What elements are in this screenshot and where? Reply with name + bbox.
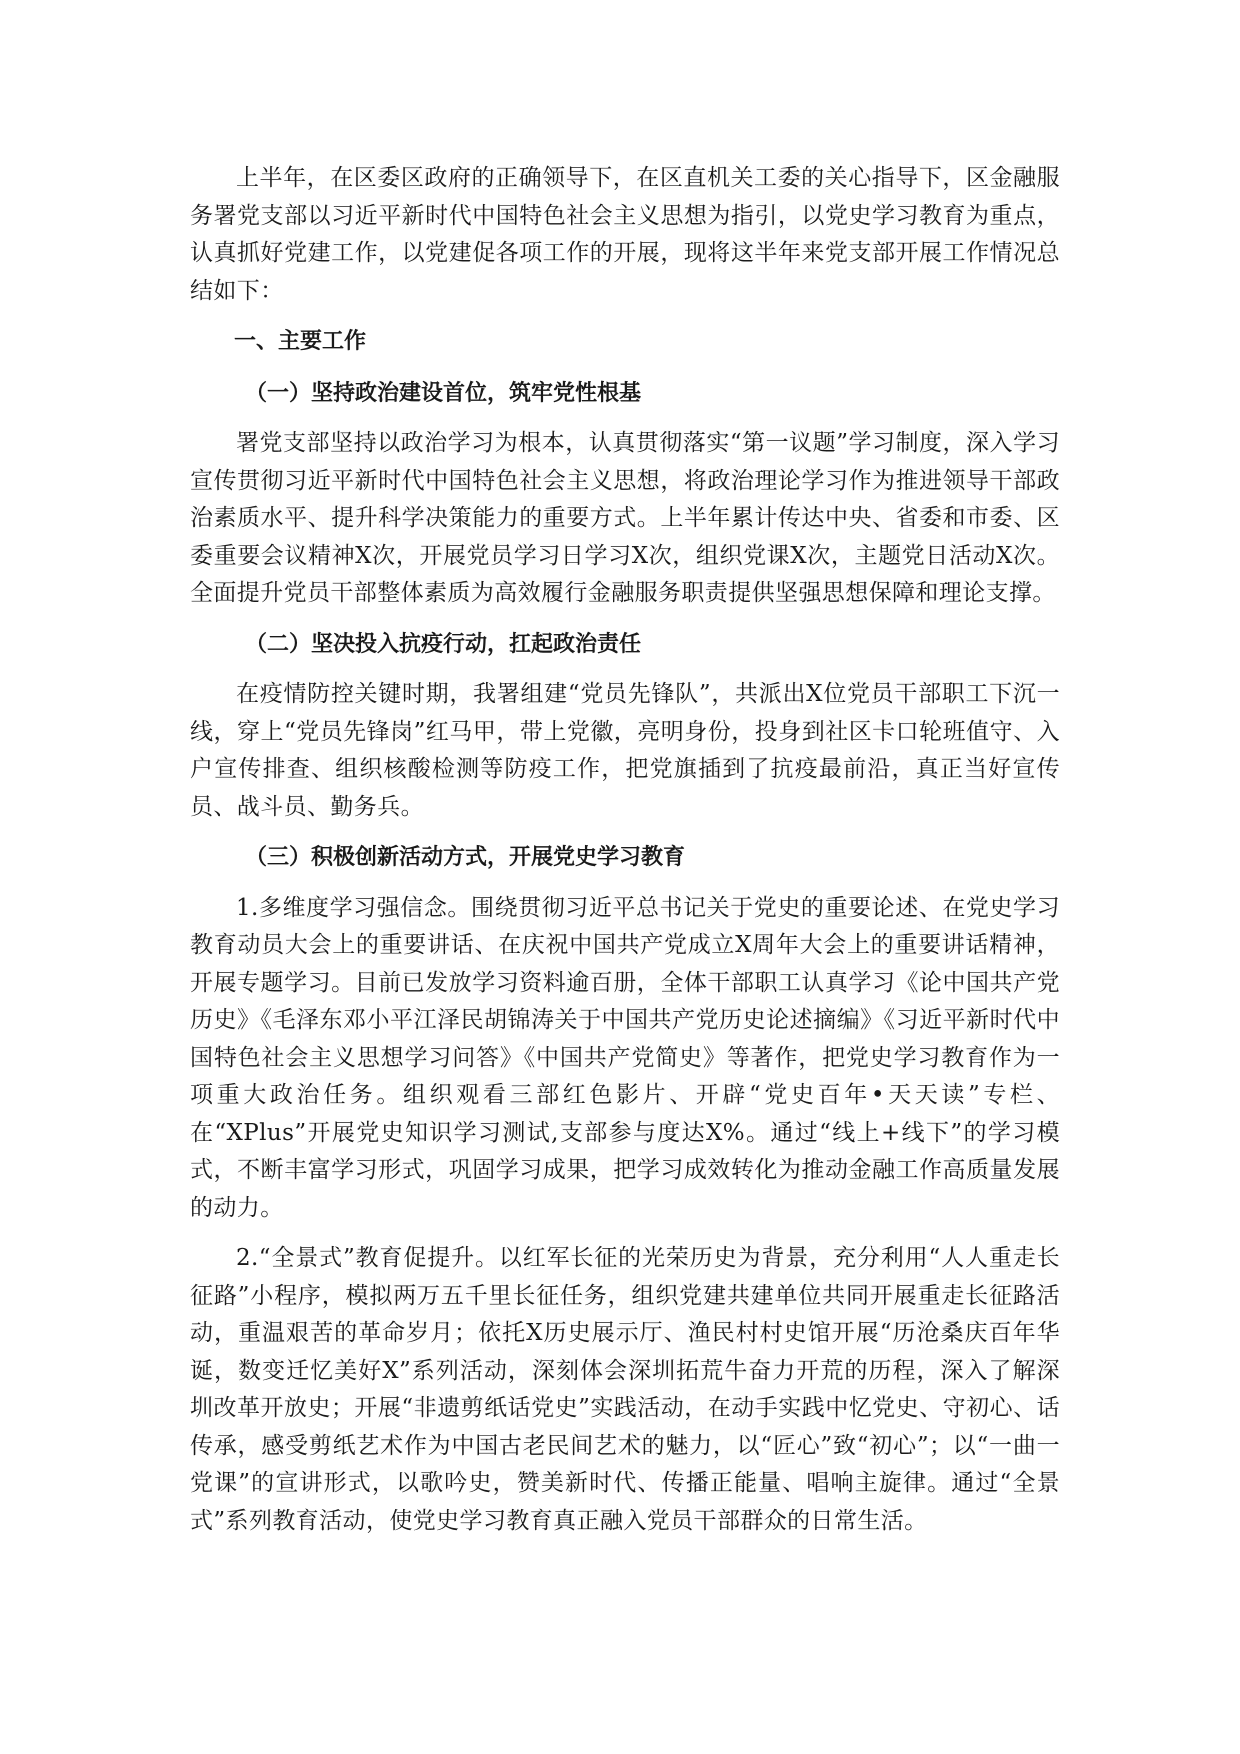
party-history-item-2: 2.“全景式”教育促提升。以红军长征的光荣历史为背景，充分利用“人人重走长征路”小程序，模拟两万五千里长征任务，组织党建共建单位共同开展重走长征路活动，重温艰苦的革命岁月；依托X历史展示厅、渔民村村史馆开展“历沧桑庆百年华诞，数变迁忆美好X”系列活动，深刻体会深圳拓荒牛奋力开荒的历程，深入了解深圳改革开放史；开展“非遗剪纸话党史”实践活动，在动手实践中忆党史、守初心、话传承，感受剪纸艺术作为中国古老民间艺术的魅力，以“匠心”致“初心”；以“一曲一党课”的宣讲形式，以歌吟史，赞美新时代、传播正能量、唱响主旋律。通过“全景式”系列教育活动，使党史学习教育真正融入党员干部群众的日常生活。 [190,1245,1060,1534]
epidemic-paragraph: 在疫情防控关键时期，我署组建“党员先锋队”，共派出X位党员干部职工下沉一线，穿上“党员先锋岗”红马甲，带上党徽，亮明身份，投身到社区卡口轮班值守、入户宣传排查、组织核酸检测等防疫工作，把党旗插到了抗疫最前沿，真正当好宣传员、战斗员、勤务兵。 [190,681,1060,820]
section-heading-main-work: 一、主要工作 [234,329,367,354]
document-page [190,160,1060,1553]
subsection-heading-party-history: （三）积极创新活动方式，开展党史学习教育 [245,845,686,870]
party-history-item-1: 1.多维度学习强信念。围绕贯彻习近平总书记关于党史的重要论述、在党史学习教育动员大会上的重要讲话、在庆祝中国共产党成立X周年大会上的重要讲话精神，开展专题学习。目前已发放学习资料逾百册，全体干部职工认真学习《论中国共产党历史》《毛泽东邓小平江泽民胡锦涛关于中国共产党历史论述摘编》《习近平新时代中国特色社会主义思想学习问答》《中国共产党简史》等著作，把党史学习教育作为一项重大政治任务。组织观看三部红色影片、开辟“党史百年•天天读”专栏、在“XPlus”开展党史知识学习测试,支部参与度达X%。通过“线上+线下”的学习模式，不断丰富学习形式，巩固学习成果，把学习成效转化为推动金融工作高质量发展的动力。 [190,894,1060,1221]
political-building-paragraph: 署党支部坚持以政治学习为根本，认真贯彻落实“第一议题”学习制度，深入学习宣传贯彻习近平新时代中国特色社会主义思想，将政治理论学习作为推进领导干部政治素质水平、提升科学决策能力的重要方式。上半年累计传达中央、省委和市委、区委重要会议精神X次，开展党员学习日学习X次，组织党课X次，主题党日活动X次。全面提升党员干部整体素质为高效履行金融服务职责提供坚强思想保障和理论支撑。 [190,430,1060,606]
subsection-heading-epidemic: （二）坚决投入抗疫行动，扛起政治责任 [245,631,642,657]
subsection-heading-political-building: （一）坚持政治建设首位，筑牢党性根基 [245,380,642,406]
intro-paragraph: 上半年，在区委区政府的正确领导下，在区直机关工委的关心指导下，区金融服务署党支部以习近平新时代中国特色社会主义思想为指引，以党史学习教育为重点，认真抓好党建工作，以党建促各项工作的开展，现将这半年来党支部开展工作情况总结如下： [190,165,1060,304]
